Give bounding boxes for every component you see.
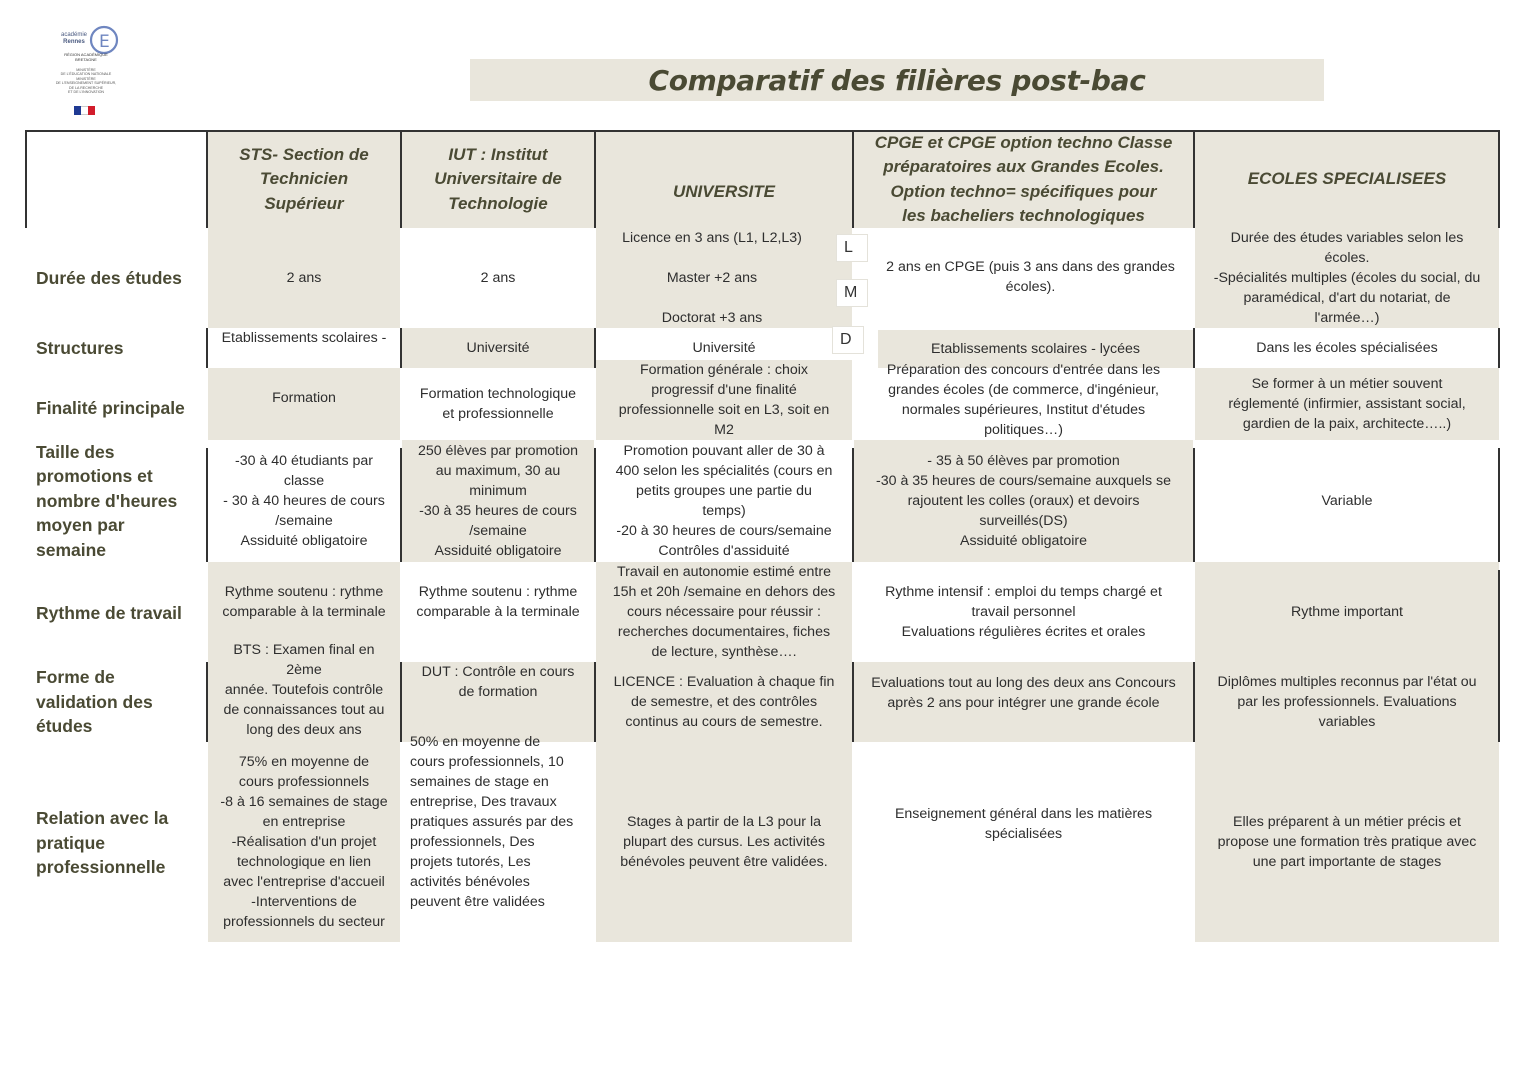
cell-rythme-cpge: Rythme intensif : emploi du temps chargé et travail personnel Evaluations régulières écrites et orales — [885, 584, 1162, 640]
divider-taille-1 — [206, 448, 208, 562]
divider-taille-4 — [852, 448, 854, 562]
cell-taille-iut: 250 élèves par promotion au maximum, 30 au minimum -30 à 35 heures de cours /semaine Assiduité obligatoire — [402, 440, 594, 562]
divider-taille-5 — [1193, 448, 1195, 562]
divider-col-2 — [400, 130, 402, 228]
cell-relation-iut: 50% en moyenne de cours professionnels, 10 semaines de stage en entreprise, Des travaux pratiques assurés par des professionnels, Des projets tutorés, Les activités bénévoles peuvent être validées — [410, 734, 574, 910]
cell-validation-iut: DUT : Contrôle en cours de formation — [402, 662, 594, 742]
title-banner — [470, 59, 1324, 101]
row-label-structures: Structures — [36, 337, 124, 358]
header-iut: IUT : Institut Universitaire de Technologie — [402, 131, 594, 228]
divider-col-5 — [1193, 130, 1195, 228]
divider-validation-5 — [1193, 662, 1195, 742]
row-label-validation: Forme de validation des études — [36, 667, 153, 737]
cell-relation-cpge: Enseignement général dans les matières spécialisées — [894, 806, 1153, 842]
header-sts: STS- Section de Technicien Supérieur — [208, 131, 400, 228]
divider-structures-3 — [594, 328, 596, 368]
cell-structures-sts: Etablissements scolaires - — [221, 330, 387, 346]
divider-col-3 — [594, 130, 596, 228]
logo-ministry: MINISTÈRE DE L'ÉDUCATION NATIONALE MINISTÈRE DE L'ENSEIGNEMENT SUPÉRIEUR, DE LA RECHERCHE ET DE L'INNOVATION — [55, 68, 117, 95]
divider-col-1 — [206, 130, 208, 228]
header-cpge: CPGE et CPGE option techno Classe préparatoires aux Grandes Ecoles. Option techno= spécifiques pour les bacheliers technologiques — [854, 131, 1193, 228]
divider-validation-2 — [400, 662, 402, 742]
cell-taille-sts: -30 à 40 étudiants par classe - 30 à 40 heures de cours /semaine Assiduité obligatoire — [223, 453, 385, 549]
cell-taille-universite: Promotion pouvant aller de 30 à 400 selon les spécialités (cours en petits groupes une partie du temps) -20 à 30 heures de cours/semaine Contrôles d'assiduité — [615, 443, 833, 559]
cell-duree-iut: 2 ans — [480, 270, 516, 286]
cell-validation-ecoles: Diplômes multiples reconnus par l'état ou par les professionnels. Evaluations variables — [1195, 662, 1499, 742]
cell-structures-ecoles: Dans les écoles spécialisées — [1256, 340, 1438, 356]
logo-academy-name: académie Rennes — [60, 32, 87, 45]
cell-rythme-ecoles: Rythme important — [1195, 562, 1499, 662]
cell-taille-cpge: - 35 à 50 élèves par promotion -30 à 35 heures de cours/semaine auxquels se rajoutent les colles (oraux) et devoirs surveillés(DS) Assiduité obligatoire — [854, 440, 1193, 562]
cell-relation-ecoles: Elles préparent à un métier précis et propose une formation très pratique avec une part importante de stages — [1195, 742, 1499, 942]
divider-validation-6 — [1498, 662, 1500, 742]
logo-region: RÉGION ACADÉMIQUE BRETAGNE — [64, 52, 108, 62]
cell-finalite-cpge: Préparation des concours d'entrée dans les grandes écoles (de commerce, d'ingénieur, normales supérieures, Institut d'études politiques…) — [886, 362, 1161, 438]
page-title: Comparatif des filières post-bac — [648, 63, 1146, 97]
header-ecoles: ECOLES SPECIALISEES — [1195, 131, 1499, 228]
divider-validation-4 — [852, 662, 854, 742]
divider-validation-3 — [594, 662, 596, 742]
cell-finalite-sts: Formation — [208, 368, 400, 440]
table-left-border — [25, 130, 27, 228]
divider-taille-6 — [1498, 448, 1500, 562]
divider-col-4 — [852, 130, 854, 228]
cell-rythme-universite: Travail en autonomie estimé entre 15h et 20h /semaine en dehors des cours nécessaire pour réussir : recherches documentaires, fiches de lecture, synthèse…. — [596, 562, 852, 662]
cell-rythme-sts: Rythme soutenu : rythme comparable à la terminale — [208, 562, 400, 662]
cell-taille-ecoles: Variable — [1321, 493, 1373, 509]
lmd-label-m: M — [836, 279, 868, 307]
cell-finalite-universite: Formation générale : choix progressif d'une finalité professionnelle soit en L3, soit en M2 — [596, 360, 852, 440]
academy-logo — [46, 22, 126, 118]
divider-taille-2 — [400, 448, 402, 562]
cell-validation-sts: BTS : Examen final en 2ème année. Toutefois contrôle de connaissances tout au long des deux ans — [208, 638, 400, 742]
cell-rythme-iut: Rythme soutenu : rythme comparable à la terminale — [416, 584, 580, 620]
divider-structures-4 — [1193, 328, 1195, 368]
divider-rythme-1 — [1498, 570, 1500, 662]
table-top-border — [25, 130, 1500, 132]
cell-duree-ecoles: Durée des études variables selon les écoles. -Spécialités multiples (écoles du social, du paramédical, d'art du notariat, de l'armée…) — [1195, 228, 1499, 328]
cell-structures-cpge: Etablissements scolaires - lycées — [878, 330, 1193, 368]
row-label-relation: Relation avec la pratique professionnelle — [36, 808, 169, 878]
cell-relation-sts: 75% en moyenne de cours professionnels -8 à 16 semaines de stage en entreprise -Réalisation d'un projet technologique en lien avec l'entreprise d'accueil -Interventions de professionnels du secteur — [208, 742, 400, 942]
cell-finalite-iut: Formation technologique et professionnelle — [419, 386, 577, 422]
svg-text:E: E — [99, 32, 110, 52]
table-right-border — [1498, 130, 1500, 228]
divider-structures-1 — [206, 328, 208, 368]
divider-taille-3 — [594, 448, 596, 562]
row-label-rythme: Rythme de travail — [36, 602, 182, 623]
row-label-duree: Durée des études — [36, 267, 182, 288]
lmd-label-l: L — [836, 234, 868, 262]
row-label-taille: Taille des promotions et nombre d'heures moyen par semaine — [36, 441, 178, 560]
cell-validation-cpge: Evaluations tout au long des deux ans Concours après 2 ans pour intégrer une grande école — [854, 662, 1193, 742]
header-universite: UNIVERSITE — [596, 131, 852, 228]
divider-structures-2 — [400, 328, 402, 368]
cell-relation-universite: Stages à partir de la L3 pour la plupart des cursus. Les activités bénévoles peuvent être validées. — [596, 742, 852, 942]
divider-validation-1 — [206, 662, 208, 742]
cell-finalite-ecoles: Se former à un métier souvent réglementé (infirmier, assistant social, gardien de la paix, architecte…..) — [1195, 368, 1499, 440]
cell-duree-universite: Licence en 3 ans (L1, L2,L3) Master +2 ans Doctorat +3 ans — [596, 228, 852, 328]
cell-duree-cpge: 2 ans en CPGE (puis 3 ans dans des grandes écoles). — [886, 259, 1175, 295]
cell-duree-sts: 2 ans — [208, 228, 400, 328]
cell-validation-universite: LICENCE : Evaluation à chaque fin de semestre, et des contrôles continus au cours de semestre. — [596, 662, 852, 742]
cell-structures-universite: Université — [692, 340, 756, 356]
french-flag-icon — [74, 106, 95, 115]
lmd-label-d: D — [832, 326, 864, 354]
cell-structures-iut: Université — [402, 328, 594, 368]
divider-structures-5 — [1498, 328, 1500, 368]
row-label-finalite: Finalité principale — [36, 397, 185, 418]
